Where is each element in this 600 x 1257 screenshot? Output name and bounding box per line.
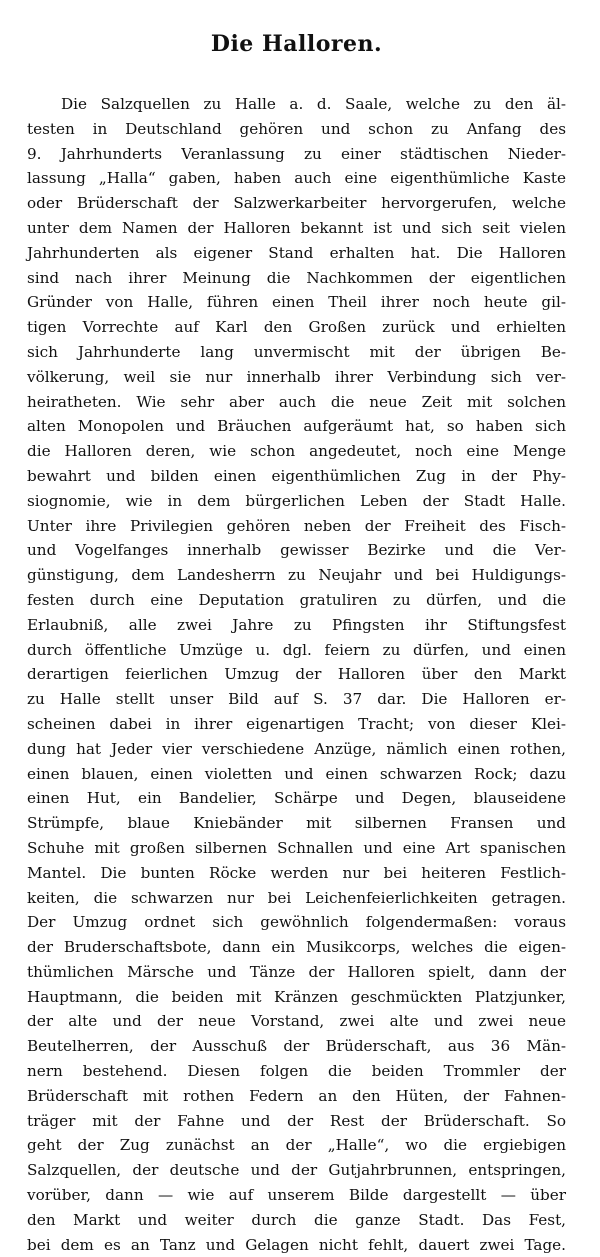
text-line: testen in Deutschland gehören und schon zu Anfang des xyxy=(27,119,566,138)
text-line: Erlaubniß, alle zwei Jahre zu Pfingsten ihr Stiftungsfest xyxy=(27,615,566,634)
text-line: tigen Vorrechte auf Karl den Großen zurück und erhielten xyxy=(27,318,566,337)
text-line: der Bruderschaftsbote, dann ein Musikcorps, welches die eigen- xyxy=(27,938,566,957)
text-line: Beutelherren, der Ausschuß der Brüderschaft, aus 36 Män- xyxy=(27,1037,566,1056)
text-line: Schuhe mit großen silbernen Schnallen und eine Art spanischen xyxy=(27,838,566,857)
text-line: bei dem es an Tanz und Gelagen nicht fehlt, dauert zwei Tage. xyxy=(27,1235,566,1254)
text-line: einen Hut, ein Bandelier, Schärpe und Degen, blauseidene xyxy=(27,789,566,808)
text-line: heiratheten. Wie sehr aber auch die neue Zeit mit solchen xyxy=(27,392,566,411)
text-line: thümlichen Märsche und Tänze der Halloren spielt, dann der xyxy=(27,962,566,981)
text-line: alten Monopolen und Bräuchen aufgeräumt hat, so haben sich xyxy=(27,417,566,436)
text-line: bewahrt und bilden einen eigenthümlichen Zug in der Phy- xyxy=(27,466,566,485)
text-line: geht der Zug zunächst an der „Halle“, wo die ergiebigen xyxy=(27,1136,566,1155)
text-line: sind nach ihrer Meinung die Nachkommen der eigentlichen xyxy=(27,268,566,287)
text-line: günstigung, dem Landesherrn zu Neujahr und bei Huldigungs- xyxy=(27,566,566,585)
text-line: zu Halle stellt unser Bild auf S. 37 dar. Die Halloren er- xyxy=(27,690,566,709)
article-title: Die Halloren. xyxy=(210,31,383,57)
article-body xyxy=(27,92,566,1257)
text-line: durch öffentliche Umzüge u. dgl. feiern zu dürfen, und einen xyxy=(27,640,566,659)
text-line: einen blauen, einen violetten und einen schwarzen Rock; dazu xyxy=(27,764,566,783)
text-line: Gründer von Halle, führen einen Theil ihrer noch heute gil- xyxy=(27,293,566,312)
text-line: dung hat Jeder vier verschiedene Anzüge, nämlich einen rothen, xyxy=(27,739,566,758)
text-line: oder Brüderschaft der Salzwerkarbeiter hervorgerufen, welche xyxy=(27,194,566,213)
text-line: Die Salzquellen zu Halle a. d. Saale, welche zu den äl- xyxy=(61,95,566,113)
text-line: und Vogelfanges innerhalb gewisser Bezirke und die Ver- xyxy=(27,541,566,560)
text-line: Unter ihre Privilegien gehören neben der Freiheit des Fisch- xyxy=(27,516,566,535)
text-line: Der Umzug ordnet sich gewöhnlich folgendermaßen: voraus xyxy=(27,913,566,932)
text-line: völkerung, weil sie nur innerhalb ihrer Verbindung sich ver- xyxy=(27,367,566,386)
text-line: der alte und der neue Vorstand, zwei alte und zwei neue xyxy=(27,1012,566,1031)
text-line: scheinen dabei in ihrer eigenartigen Tracht; von dieser Klei- xyxy=(27,714,566,733)
text-line: nern bestehend. Diesen folgen die beiden Trommler der xyxy=(27,1062,566,1081)
text-line: Mantel. Die bunten Röcke werden nur bei heiteren Festlich- xyxy=(27,863,566,882)
text-line: siognomie, wie in dem bürgerlichen Leben der Stadt Halle. xyxy=(27,491,566,510)
text-line: unter dem Namen der Halloren bekannt ist und sich seit vielen xyxy=(27,218,566,237)
text-line: lassung „Halla“ gaben, haben auch eine eigenthümliche Kaste xyxy=(27,169,566,188)
text-line: derartigen feierlichen Umzug der Halloren über den Markt xyxy=(27,665,566,684)
text-line: sich Jahrhunderte lang unvermischt mit der übrigen Be- xyxy=(27,342,566,361)
text-line: träger mit der Fahne und der Rest der Brüderschaft. So xyxy=(27,1111,566,1130)
text-line: festen durch eine Deputation gratuliren zu dürfen, und die xyxy=(27,590,566,609)
text-line: den Markt und weiter durch die ganze Stadt. Das Fest, xyxy=(27,1210,566,1229)
text-line: keiten, die schwarzen nur bei Leichenfeierlichkeiten getragen. xyxy=(27,888,566,907)
text-line: vorüber, dann — wie auf unserem Bilde dargestellt — über xyxy=(27,1186,566,1205)
text-line: Salzquellen, der deutsche und der Gutjahrbrunnen, entspringen, xyxy=(27,1161,566,1180)
text-line: Hauptmann, die beiden mit Kränzen geschmückten Platzjunker, xyxy=(27,987,566,1006)
text-line: 9. Jahrhunderts Veranlassung zu einer städtischen Nieder- xyxy=(27,144,566,163)
text-line: Brüderschaft mit rothen Federn an den Hüten, der Fahnen- xyxy=(27,1086,566,1105)
text-line: die Halloren deren, wie schon angedeutet, noch eine Menge xyxy=(27,442,566,461)
text-line: Jahrhunderten als eigener Stand erhalten hat. Die Halloren xyxy=(27,243,566,262)
text-line: Strümpfe, blaue Kniebänder mit silbernen Fransen und xyxy=(27,814,566,833)
